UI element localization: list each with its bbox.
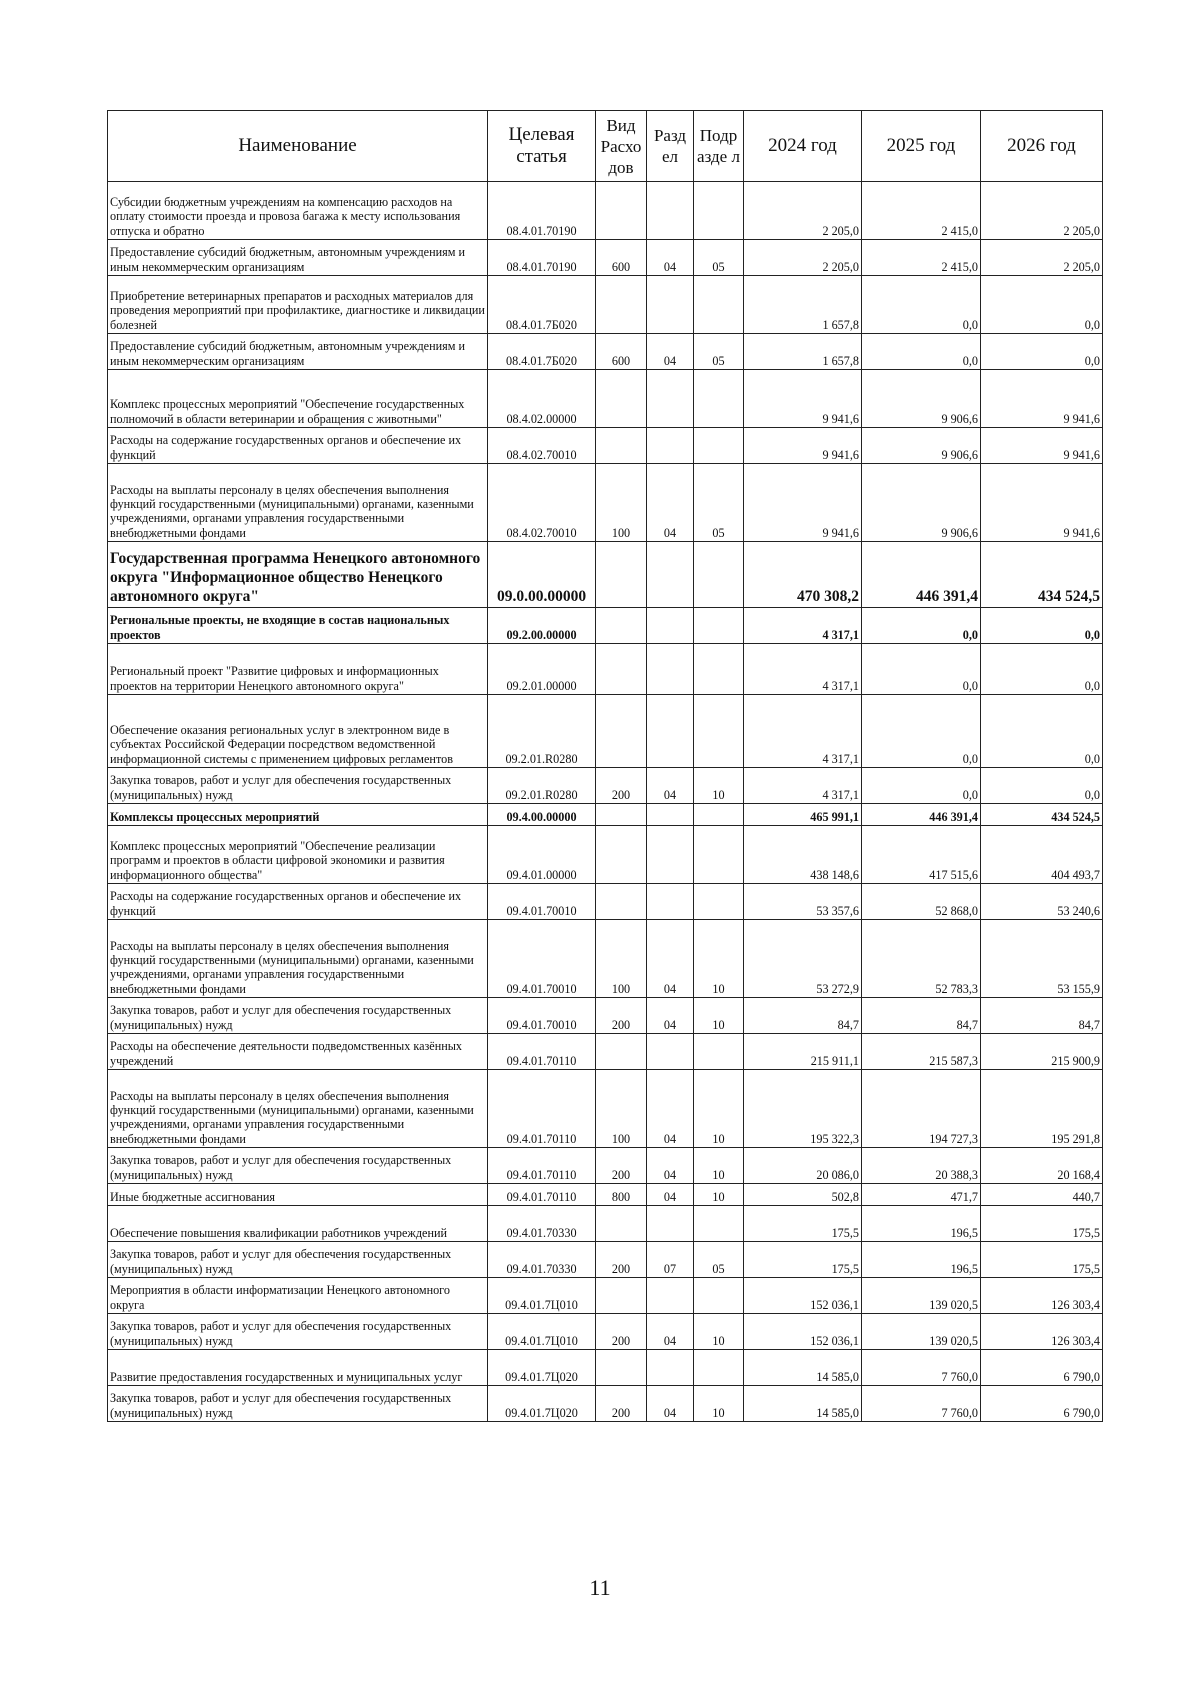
row-value-2026: 9 941,6 (981, 464, 1103, 542)
row-value-2024: 53 272,9 (744, 920, 862, 998)
row-value-2025: 84,7 (862, 998, 981, 1034)
row-podrazdel (694, 542, 744, 608)
row-value-2026: 0,0 (981, 608, 1103, 644)
table-row (108, 1314, 1103, 1350)
row-value-2024: 4 317,1 (744, 644, 862, 695)
row-target-code: 09.2.01.R0280 (488, 768, 596, 804)
row-vid (596, 182, 647, 240)
row-podrazdel (694, 182, 744, 240)
row-value-2025: 215 587,3 (862, 1034, 981, 1070)
table-body (108, 182, 1103, 1422)
row-name: Иные бюджетные ассигнования (108, 1184, 488, 1206)
row-name: Региональный проект "Развитие цифровых и информационных проектов на территории Ненецкого автономного округа" (108, 644, 488, 695)
row-name: Развитие предоставления государственных и муниципальных услуг (108, 1350, 488, 1386)
row-name: Комплекс процессных мероприятий "Обеспечение государственных полномочий в области ветеринарии и обращения с животными" (108, 370, 488, 428)
row-value-2026: 84,7 (981, 998, 1103, 1034)
row-value-2026: 2 205,0 (981, 240, 1103, 276)
row-vid (596, 1034, 647, 1070)
row-razdel: 04 (647, 1386, 694, 1422)
row-value-2025: 139 020,5 (862, 1278, 981, 1314)
row-value-2024: 195 322,3 (744, 1070, 862, 1148)
row-podrazdel: 10 (694, 1148, 744, 1184)
row-razdel: 04 (647, 334, 694, 370)
row-name: Предоставление субсидий бюджетным, автономным учреждениям и иным некоммерческим организациям (108, 334, 488, 370)
row-target-code: 09.2.00.00000 (488, 608, 596, 644)
table-row (108, 182, 1103, 240)
row-value-2026: 6 790,0 (981, 1350, 1103, 1386)
row-value-2026: 195 291,8 (981, 1070, 1103, 1148)
row-razdel: 07 (647, 1242, 694, 1278)
row-value-2026: 53 155,9 (981, 920, 1103, 998)
row-value-2025: 52 783,3 (862, 920, 981, 998)
row-value-2024: 4 317,1 (744, 695, 862, 768)
row-name: Расходы на выплаты персоналу в целях обеспечения выполнения функций государственными (муниципальными) органами, казенными учреждениями, органами управления государственными внебюджетными фондами (108, 920, 488, 998)
row-target-code: 09.4.01.70110 (488, 1184, 596, 1206)
header-row (108, 111, 1103, 182)
row-target-code: 09.4.01.7Ц020 (488, 1350, 596, 1386)
row-vid (596, 644, 647, 695)
row-podrazdel: 05 (694, 1242, 744, 1278)
row-podrazdel (694, 1278, 744, 1314)
row-podrazdel: 05 (694, 464, 744, 542)
row-vid: 600 (596, 334, 647, 370)
row-razdel (647, 276, 694, 334)
table-row (108, 1184, 1103, 1206)
row-value-2026: 404 493,7 (981, 826, 1103, 884)
row-razdel (647, 1206, 694, 1242)
row-value-2026: 9 941,6 (981, 428, 1103, 464)
row-vid (596, 1278, 647, 1314)
table-row (108, 1034, 1103, 1070)
row-name: Закупка товаров, работ и услуг для обеспечения государственных (муниципальных) нужд (108, 1148, 488, 1184)
row-value-2024: 175,5 (744, 1206, 862, 1242)
row-target-code: 09.4.01.70010 (488, 920, 596, 998)
row-value-2024: 20 086,0 (744, 1148, 862, 1184)
row-podrazdel (694, 370, 744, 428)
row-value-2024: 53 357,6 (744, 884, 862, 920)
row-value-2026: 0,0 (981, 695, 1103, 768)
row-podrazdel: 10 (694, 1314, 744, 1350)
table-row (108, 464, 1103, 542)
row-name: Региональные проекты, не входящие в состав национальных проектов (108, 608, 488, 644)
row-target-code: 09.2.01.00000 (488, 644, 596, 695)
row-razdel (647, 826, 694, 884)
row-value-2024: 2 205,0 (744, 182, 862, 240)
table-row (108, 542, 1103, 608)
row-razdel (647, 1278, 694, 1314)
row-razdel (647, 884, 694, 920)
row-value-2025: 0,0 (862, 334, 981, 370)
row-value-2026: 20 168,4 (981, 1148, 1103, 1184)
row-razdel (647, 1350, 694, 1386)
row-podrazdel (694, 826, 744, 884)
row-value-2025: 52 868,0 (862, 884, 981, 920)
row-name: Комплексы процессных мероприятий (108, 804, 488, 826)
row-podrazdel (694, 1350, 744, 1386)
row-vid (596, 542, 647, 608)
col-header-podrazdel: Подр азде л (694, 111, 744, 182)
row-vid (596, 1350, 647, 1386)
row-vid: 200 (596, 768, 647, 804)
row-name: Закупка товаров, работ и услуг для обеспечения государственных (муниципальных) нужд (108, 1314, 488, 1350)
row-value-2024: 152 036,1 (744, 1278, 862, 1314)
table-row (108, 1070, 1103, 1148)
row-target-code: 08.4.02.00000 (488, 370, 596, 428)
row-value-2026: 0,0 (981, 276, 1103, 334)
row-value-2025: 9 906,6 (862, 370, 981, 428)
row-value-2026: 0,0 (981, 334, 1103, 370)
row-value-2025: 0,0 (862, 695, 981, 768)
row-value-2026: 0,0 (981, 644, 1103, 695)
row-podrazdel: 10 (694, 1386, 744, 1422)
row-target-code: 09.4.01.70010 (488, 884, 596, 920)
row-vid: 200 (596, 1148, 647, 1184)
col-header-vid: Вид Расхо дов (596, 111, 647, 182)
row-vid: 200 (596, 998, 647, 1034)
row-razdel: 04 (647, 240, 694, 276)
row-target-code: 08.4.01.70190 (488, 182, 596, 240)
col-header-2024: 2024 год (744, 111, 862, 182)
row-value-2024: 470 308,2 (744, 542, 862, 608)
col-header-name: Наименование (108, 111, 488, 182)
row-value-2025: 471,7 (862, 1184, 981, 1206)
table-row (108, 334, 1103, 370)
row-podrazdel (694, 1034, 744, 1070)
row-value-2025: 196,5 (862, 1206, 981, 1242)
table-row (108, 1350, 1103, 1386)
col-header-2025: 2025 год (862, 111, 981, 182)
row-value-2026: 434 524,5 (981, 542, 1103, 608)
row-value-2026: 53 240,6 (981, 884, 1103, 920)
table-row (108, 1148, 1103, 1184)
table-row (108, 644, 1103, 695)
row-target-code: 09.4.00.00000 (488, 804, 596, 826)
row-podrazdel (694, 884, 744, 920)
row-value-2025: 0,0 (862, 608, 981, 644)
row-value-2024: 4 317,1 (744, 608, 862, 644)
row-razdel: 04 (647, 464, 694, 542)
table-row (108, 428, 1103, 464)
row-target-code: 08.4.01.7Б020 (488, 334, 596, 370)
row-name: Субсидии бюджетным учреждениям на компенсацию расходов на оплату стоимости проезда и провоза багажа к месту использования отпуска и обратно (108, 182, 488, 240)
row-value-2025: 417 515,6 (862, 826, 981, 884)
row-value-2024: 1 657,8 (744, 334, 862, 370)
row-target-code: 09.4.01.7Ц010 (488, 1314, 596, 1350)
row-razdel: 04 (647, 1314, 694, 1350)
row-name: Предоставление субсидий бюджетным, автономным учреждениям и иным некоммерческим организациям (108, 240, 488, 276)
table-row (108, 1206, 1103, 1242)
row-value-2024: 1 657,8 (744, 276, 862, 334)
row-vid: 800 (596, 1184, 647, 1206)
row-name: Мероприятия в области информатизации Ненецкого автономного округа (108, 1278, 488, 1314)
budget-table (107, 110, 1103, 1422)
page-number: 11 (589, 1575, 611, 1600)
row-podrazdel: 10 (694, 1184, 744, 1206)
row-value-2024: 152 036,1 (744, 1314, 862, 1350)
row-value-2026: 9 941,6 (981, 370, 1103, 428)
row-vid (596, 276, 647, 334)
row-razdel: 04 (647, 1148, 694, 1184)
row-value-2024: 9 941,6 (744, 464, 862, 542)
row-name: Закупка товаров, работ и услуг для обеспечения государственных (муниципальных) нужд (108, 768, 488, 804)
row-razdel: 04 (647, 998, 694, 1034)
row-vid (596, 826, 647, 884)
row-value-2026: 434 524,5 (981, 804, 1103, 826)
row-target-code: 09.4.01.7Ц010 (488, 1278, 596, 1314)
row-podrazdel (694, 695, 744, 768)
row-razdel (647, 608, 694, 644)
row-value-2025: 2 415,0 (862, 182, 981, 240)
table-row (108, 768, 1103, 804)
row-value-2024: 9 941,6 (744, 370, 862, 428)
row-podrazdel (694, 608, 744, 644)
row-razdel (647, 428, 694, 464)
row-target-code: 08.4.02.70010 (488, 428, 596, 464)
table-row (108, 276, 1103, 334)
row-podrazdel: 05 (694, 240, 744, 276)
row-value-2024: 14 585,0 (744, 1386, 862, 1422)
row-value-2024: 84,7 (744, 998, 862, 1034)
row-vid: 600 (596, 240, 647, 276)
row-value-2024: 175,5 (744, 1242, 862, 1278)
row-vid: 100 (596, 1070, 647, 1148)
row-value-2025: 9 906,6 (862, 428, 981, 464)
row-name: Закупка товаров, работ и услуг для обеспечения государственных (муниципальных) нужд (108, 998, 488, 1034)
table-row (108, 998, 1103, 1034)
row-value-2025: 446 391,4 (862, 804, 981, 826)
table-row (108, 240, 1103, 276)
row-target-code: 09.4.01.70010 (488, 998, 596, 1034)
table-row (108, 1242, 1103, 1278)
row-vid (596, 428, 647, 464)
row-value-2025: 9 906,6 (862, 464, 981, 542)
row-name: Расходы на выплаты персоналу в целях обеспечения выполнения функций государственными (муниципальными) органами, казенными учреждениями, органами управления государственными внебюджетными фондами (108, 464, 488, 542)
row-target-code: 08.4.02.70010 (488, 464, 596, 542)
row-vid (596, 608, 647, 644)
row-target-code: 09.4.01.7Ц020 (488, 1386, 596, 1422)
row-razdel (647, 1034, 694, 1070)
row-value-2026: 126 303,4 (981, 1314, 1103, 1350)
row-value-2025: 7 760,0 (862, 1350, 981, 1386)
row-vid: 200 (596, 1314, 647, 1350)
col-header-target: Целевая статья (488, 111, 596, 182)
row-name: Обеспечение повышения квалификации работников учреждений (108, 1206, 488, 1242)
row-name: Расходы на обеспечение деятельности подведомственных казённых учреждений (108, 1034, 488, 1070)
table-row (108, 804, 1103, 826)
row-value-2025: 194 727,3 (862, 1070, 981, 1148)
row-vid (596, 884, 647, 920)
row-value-2026: 440,7 (981, 1184, 1103, 1206)
row-vid: 200 (596, 1242, 647, 1278)
row-value-2025: 0,0 (862, 644, 981, 695)
row-value-2025: 0,0 (862, 276, 981, 334)
row-value-2025: 139 020,5 (862, 1314, 981, 1350)
row-value-2024: 438 148,6 (744, 826, 862, 884)
row-razdel (647, 370, 694, 428)
row-target-code: 09.4.01.70110 (488, 1148, 596, 1184)
row-razdel: 04 (647, 768, 694, 804)
row-value-2026: 0,0 (981, 768, 1103, 804)
table-row (108, 1278, 1103, 1314)
row-name: Государственная программа Ненецкого автономного округа "Информационное общество Ненецкого автономного округа" (108, 542, 488, 608)
row-value-2024: 2 205,0 (744, 240, 862, 276)
row-value-2025: 446 391,4 (862, 542, 981, 608)
row-value-2026: 126 303,4 (981, 1278, 1103, 1314)
row-target-code: 08.4.01.7Б020 (488, 276, 596, 334)
table-row (108, 920, 1103, 998)
row-podrazdel (694, 1206, 744, 1242)
row-razdel (647, 804, 694, 826)
row-name: Расходы на выплаты персоналу в целях обеспечения выполнения функций государственными (муниципальными) органами, казенными учреждениями, органами управления государственными внебюджетными фондами (108, 1070, 488, 1148)
row-value-2025: 196,5 (862, 1242, 981, 1278)
row-target-code: 09.4.01.70330 (488, 1242, 596, 1278)
row-podrazdel: 05 (694, 334, 744, 370)
table-row (108, 884, 1103, 920)
table-row (108, 826, 1103, 884)
row-value-2024: 215 911,1 (744, 1034, 862, 1070)
row-podrazdel (694, 644, 744, 695)
row-value-2026: 175,5 (981, 1242, 1103, 1278)
row-name: Приобретение ветеринарных препаратов и расходных материалов для проведения мероприятий при профилактике, диагностике и ликвидации болезней (108, 276, 488, 334)
row-podrazdel: 10 (694, 920, 744, 998)
row-vid: 100 (596, 464, 647, 542)
row-target-code: 09.4.01.70110 (488, 1034, 596, 1070)
row-podrazdel: 10 (694, 1070, 744, 1148)
row-value-2024: 9 941,6 (744, 428, 862, 464)
row-razdel: 04 (647, 920, 694, 998)
row-name: Закупка товаров, работ и услуг для обеспечения государственных (муниципальных) нужд (108, 1242, 488, 1278)
row-razdel (647, 644, 694, 695)
row-target-code: 09.4.01.70330 (488, 1206, 596, 1242)
row-name: Закупка товаров, работ и услуг для обеспечения государственных (муниципальных) нужд (108, 1386, 488, 1422)
row-value-2026: 215 900,9 (981, 1034, 1103, 1070)
table-row (108, 695, 1103, 768)
row-vid (596, 370, 647, 428)
row-value-2026: 6 790,0 (981, 1386, 1103, 1422)
row-value-2025: 0,0 (862, 768, 981, 804)
row-razdel: 04 (647, 1070, 694, 1148)
row-razdel (647, 542, 694, 608)
row-podrazdel (694, 276, 744, 334)
row-value-2024: 502,8 (744, 1184, 862, 1206)
row-name: Обеспечение оказания региональных услуг в электронном виде в субъектах Российской Федерации посредством ведомственной информационной системы с применением цифровых регламентов (108, 695, 488, 768)
row-value-2024: 4 317,1 (744, 768, 862, 804)
row-target-code: 09.0.00.00000 (488, 542, 596, 608)
table-row (108, 608, 1103, 644)
row-podrazdel (694, 428, 744, 464)
table-row (108, 1386, 1103, 1422)
row-vid (596, 695, 647, 768)
row-value-2026: 175,5 (981, 1206, 1103, 1242)
row-razdel: 04 (647, 1184, 694, 1206)
row-name: Расходы на содержание государственных органов и обеспечение их функций (108, 428, 488, 464)
row-vid: 200 (596, 1386, 647, 1422)
row-target-code: 09.4.01.00000 (488, 826, 596, 884)
row-target-code: 09.2.01.R0280 (488, 695, 596, 768)
row-podrazdel (694, 804, 744, 826)
row-razdel (647, 182, 694, 240)
row-vid (596, 1206, 647, 1242)
row-vid (596, 804, 647, 826)
row-name: Расходы на содержание государственных органов и обеспечение их функций (108, 884, 488, 920)
row-value-2024: 14 585,0 (744, 1350, 862, 1386)
row-razdel (647, 695, 694, 768)
row-value-2025: 20 388,3 (862, 1148, 981, 1184)
row-name: Комплекс процессных мероприятий "Обеспечение реализации программ и проектов в области цифровой экономики и развития информационного общества" (108, 826, 488, 884)
row-value-2025: 2 415,0 (862, 240, 981, 276)
table-row (108, 370, 1103, 428)
row-value-2026: 2 205,0 (981, 182, 1103, 240)
row-podrazdel: 10 (694, 998, 744, 1034)
row-podrazdel: 10 (694, 768, 744, 804)
row-value-2025: 7 760,0 (862, 1386, 981, 1422)
row-target-code: 09.4.01.70110 (488, 1070, 596, 1148)
col-header-2026: 2026 год (981, 111, 1103, 182)
row-value-2024: 465 991,1 (744, 804, 862, 826)
row-vid: 100 (596, 920, 647, 998)
col-header-razdel: Разд ел (647, 111, 694, 182)
row-target-code: 08.4.01.70190 (488, 240, 596, 276)
